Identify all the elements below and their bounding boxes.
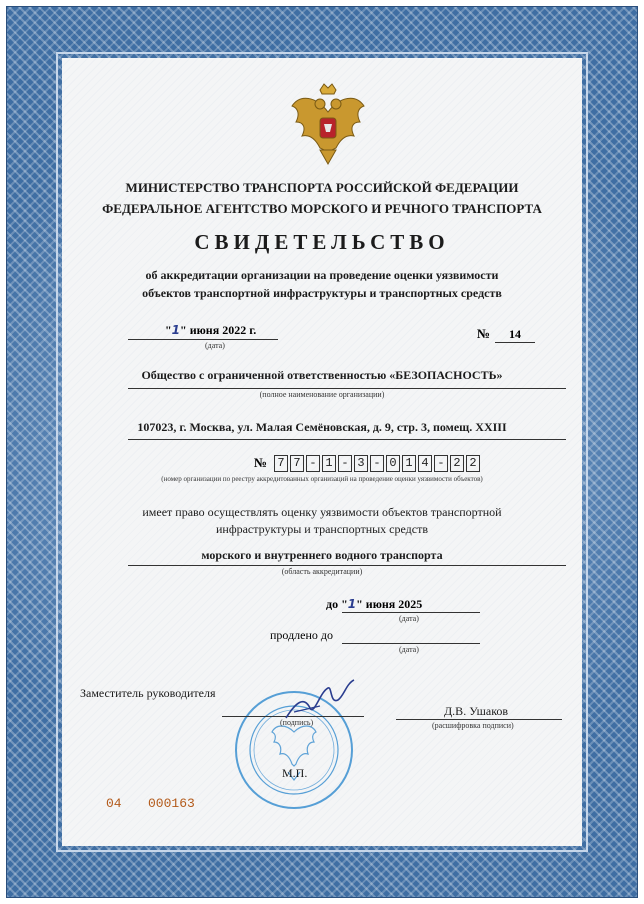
issue-date: "1" июня 2022 г. — [165, 323, 257, 337]
signatory-position: Заместитель руководителя — [80, 686, 216, 700]
document-title: СВИДЕТЕЛЬСТВО — [194, 230, 450, 254]
registry-digit-box: 7 — [274, 455, 288, 472]
issue-date-line — [128, 339, 278, 340]
organization-name-line — [128, 388, 566, 389]
registry-number-label: № — [254, 455, 268, 470]
registry-digit-box: 0 — [386, 455, 400, 472]
issue-date-text: июня 2022 г. — [189, 323, 257, 337]
accreditation-scope-line — [128, 565, 566, 566]
registry-number-caption: (номер организации по реестру аккредитованных организаций на проведение оценки уязвимости объектов) — [161, 475, 483, 483]
certificate-number-label: № — [477, 326, 491, 341]
registry-digit-box: - — [434, 455, 448, 472]
organization-name: Общество с ограниченной ответственностью «БЕЗОПАСНОСТЬ» — [141, 368, 503, 382]
registry-digit-box: - — [306, 455, 320, 472]
ministry-line-1: МИНИСТЕРСТВО ТРАНСПОРТА РОССИЙСКОЙ ФЕДЕРАЦИИ — [125, 180, 519, 195]
organization-address-line — [128, 439, 566, 440]
signatory-name-caption: (расшифровка подписи) — [432, 721, 514, 730]
certificate-number-line — [495, 342, 535, 343]
registry-digit-box: 3 — [354, 455, 368, 472]
purpose-line-1: об аккредитации организации на проведение оценки уязвимости — [145, 268, 499, 282]
accreditation-scope: морского и внутреннего водного транспорта — [201, 548, 443, 562]
registry-digit-box: - — [370, 455, 384, 472]
registry-digit-box: - — [338, 455, 352, 472]
accreditation-scope-caption: (область аккредитации) — [281, 567, 363, 576]
registry-digit-box: 1 — [322, 455, 336, 472]
valid-until-line — [342, 612, 480, 613]
serial-series: 04 — [106, 796, 122, 811]
valid-until-day: 1 — [347, 597, 357, 611]
extended-line — [342, 643, 480, 644]
stamp-place-label: М.П. — [282, 766, 308, 780]
registry-digit-box: 2 — [450, 455, 464, 472]
handwritten-signature — [280, 678, 360, 726]
organization-name-caption: (полное наименование организации) — [259, 390, 385, 399]
signatory-name-line — [396, 719, 562, 720]
coat-of-arms-emblem — [290, 82, 366, 166]
valid-until-prefix: до — [326, 597, 339, 611]
registry-digit-box: 7 — [290, 455, 304, 472]
issue-date-caption: (дата) — [205, 341, 225, 350]
rights-line-1: имеет право осуществлять оценку уязвимости объектов транспортной — [142, 505, 502, 519]
signature-caption: (подпись) — [280, 718, 314, 727]
registry-digit-box: 2 — [466, 455, 480, 472]
signatory-name: Д.В. Ушаков — [444, 704, 509, 718]
organization-address: 107023, г. Москва, ул. Малая Семёновская, д. 9, стр. 3, помещ. XXIII — [137, 420, 507, 434]
extended-caption: (дата) — [399, 645, 419, 654]
ministry-line-2: ФЕДЕРАЛЬНОЕ АГЕНТСТВО МОРСКОГО И РЕЧНОГО ТРАНСПОРТА — [102, 201, 542, 216]
serial-number: 000163 — [148, 796, 195, 811]
valid-until-caption: (дата) — [399, 614, 419, 623]
issue-day: 1 — [171, 323, 181, 337]
rights-line-2: инфраструктуры и транспортных средств — [215, 522, 429, 536]
registry-digit-box: 4 — [418, 455, 432, 472]
valid-until: до "1" июня 2025 — [326, 597, 423, 611]
extended-label: продлено до — [270, 628, 334, 642]
purpose-line-2: объектов транспортной инфраструктуры и транспортных средств — [142, 286, 502, 300]
registry-digit-box: 1 — [402, 455, 416, 472]
valid-until-text: июня 2025 — [365, 597, 423, 611]
certificate-number: 14 — [509, 327, 521, 341]
